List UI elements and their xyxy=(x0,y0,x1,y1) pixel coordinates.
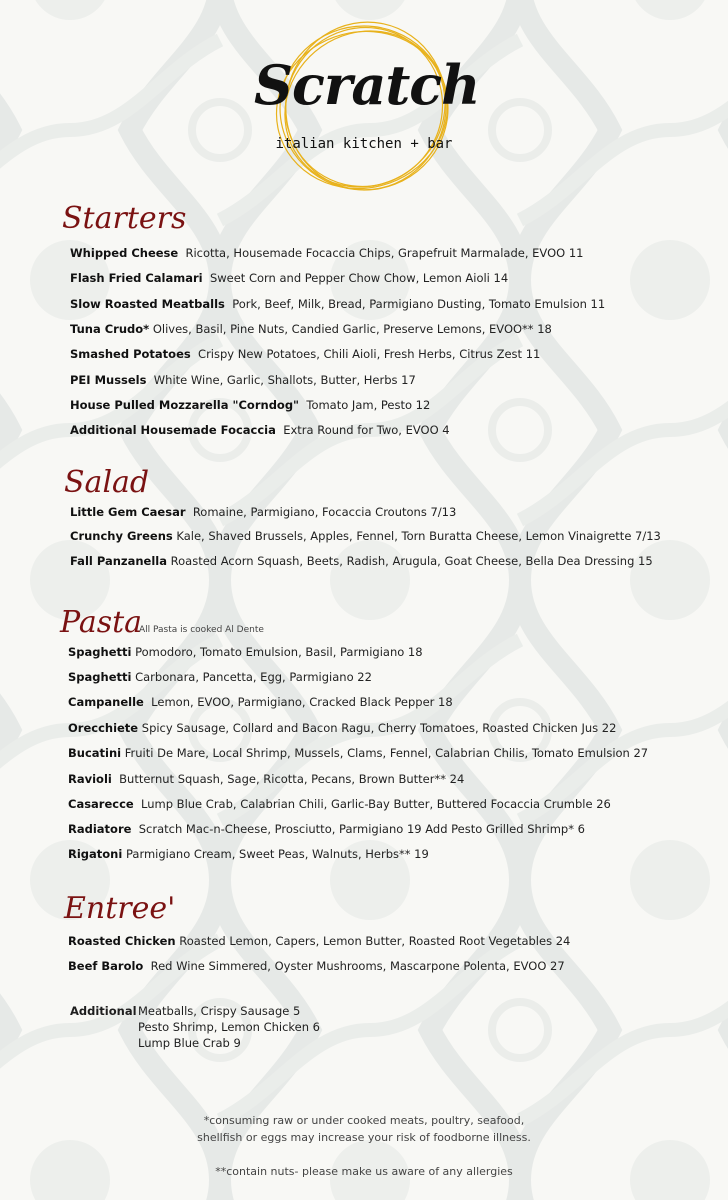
menu-item: House Pulled Mozzarella "Corndog" Tomato Jam, Pesto 12 xyxy=(70,398,431,412)
menu-item: Casarecce Lump Blue Crab, Calabrian Chili, Garlic-Bay Butter, Buttered Focaccia Crumble 26 xyxy=(68,797,611,811)
additional-line: Meatballs, Crispy Sausage 5 xyxy=(138,1004,301,1018)
raw-food-disclaimer: shellfish or eggs may increase your risk of foodborne illness. xyxy=(197,1131,531,1144)
menu-item: Tuna Crudo* Olives, Basil, Pine Nuts, Candied Garlic, Preserve Lemons, EVOO** 18 xyxy=(70,322,552,336)
menu-item: Radiatore Scratch Mac-n-Cheese, Prosciutto, Parmigiano 19 Add Pesto Grilled Shrimp* 6 xyxy=(68,822,585,836)
menu-item: Spaghetti Carbonara, Pancetta, Egg, Parmigiano 22 xyxy=(68,670,372,684)
menu-item: Slow Roasted Meatballs Pork, Beef, Milk, Bread, Parmigiano Dusting, Tomato Emulsion 11 xyxy=(70,297,606,311)
logo xyxy=(248,20,480,196)
menu-item: Crunchy Greens Kale, Shaved Brussels, Apples, Fennel, Torn Buratta Cheese, Lemon Vinaigrette 7/13 xyxy=(70,529,661,543)
additional-label: Additional xyxy=(70,1004,137,1018)
menu-item: Roasted Chicken Roasted Lemon, Capers, Lemon Butter, Roasted Root Vegetables 24 xyxy=(68,934,571,948)
salad-heading: Salad xyxy=(64,465,150,500)
nut-allergy-note: **contain nuts- please make us aware of any allergies xyxy=(215,1165,513,1178)
menu-item: Fall Panzanella Roasted Acorn Squash, Beets, Radish, Arugula, Goat Cheese, Bella Dea Dressing 15 xyxy=(70,554,653,568)
menu-item: Spaghetti Pomodoro, Tomato Emulsion, Basil, Parmigiano 18 xyxy=(68,645,423,659)
logo-subtitle: italian kitchen + bar xyxy=(275,136,453,152)
starters-heading: Starters xyxy=(62,201,187,236)
menu-item: Little Gem Caesar Romaine, Parmigiano, Focaccia Croutons 7/13 xyxy=(70,505,457,519)
pasta-note: All Pasta is cooked Al Dente xyxy=(139,625,264,635)
menu-item: Bucatini Fruiti De Mare, Local Shrimp, Mussels, Clams, Fennel, Calabrian Chilis, Tomato Emulsion 27 xyxy=(68,746,649,760)
additional-line: Pesto Shrimp, Lemon Chicken 6 xyxy=(138,1020,321,1034)
menu-item: Whipped Cheese Ricotta, Housemade Focaccia Chips, Grapefruit Marmalade, EVOO 11 xyxy=(70,246,584,260)
menu-item: Rigatoni Parmigiano Cream, Sweet Peas, Walnuts, Herbs** 19 xyxy=(68,847,429,861)
menu-item: Orecchiete Spicy Sausage, Collard and Bacon Ragu, Cherry Tomatoes, Roasted Chicken Jus 22 xyxy=(68,721,617,735)
logo-title: Scratch xyxy=(254,53,480,117)
additional-line: Lump Blue Crab 9 xyxy=(138,1036,241,1050)
menu-item: Beef Barolo Red Wine Simmered, Oyster Mushrooms, Mascarpone Polenta, EVOO 27 xyxy=(68,959,565,973)
entree-heading: Entree' xyxy=(64,891,176,926)
raw-food-disclaimer: *consuming raw or under cooked meats, poultry, seafood, xyxy=(203,1114,525,1127)
pasta-heading: Pasta xyxy=(60,605,143,640)
menu-item: Smashed Potatoes Crispy New Potatoes, Chili Aioli, Fresh Herbs, Citrus Zest 11 xyxy=(70,347,541,361)
menu-item: Campanelle Lemon, EVOO, Parmigiano, Cracked Black Pepper 18 xyxy=(68,695,453,709)
menu-item: Additional Housemade Focaccia Extra Round for Two, EVOO 4 xyxy=(70,423,450,437)
menu-item: Flash Fried Calamari Sweet Corn and Pepper Chow Chow, Lemon Aioli 14 xyxy=(70,271,509,285)
menu-item: PEI Mussels White Wine, Garlic, Shallots, Butter, Herbs 17 xyxy=(70,373,416,387)
menu-item: Ravioli Butternut Squash, Sage, Ricotta, Pecans, Brown Butter** 24 xyxy=(68,772,465,786)
